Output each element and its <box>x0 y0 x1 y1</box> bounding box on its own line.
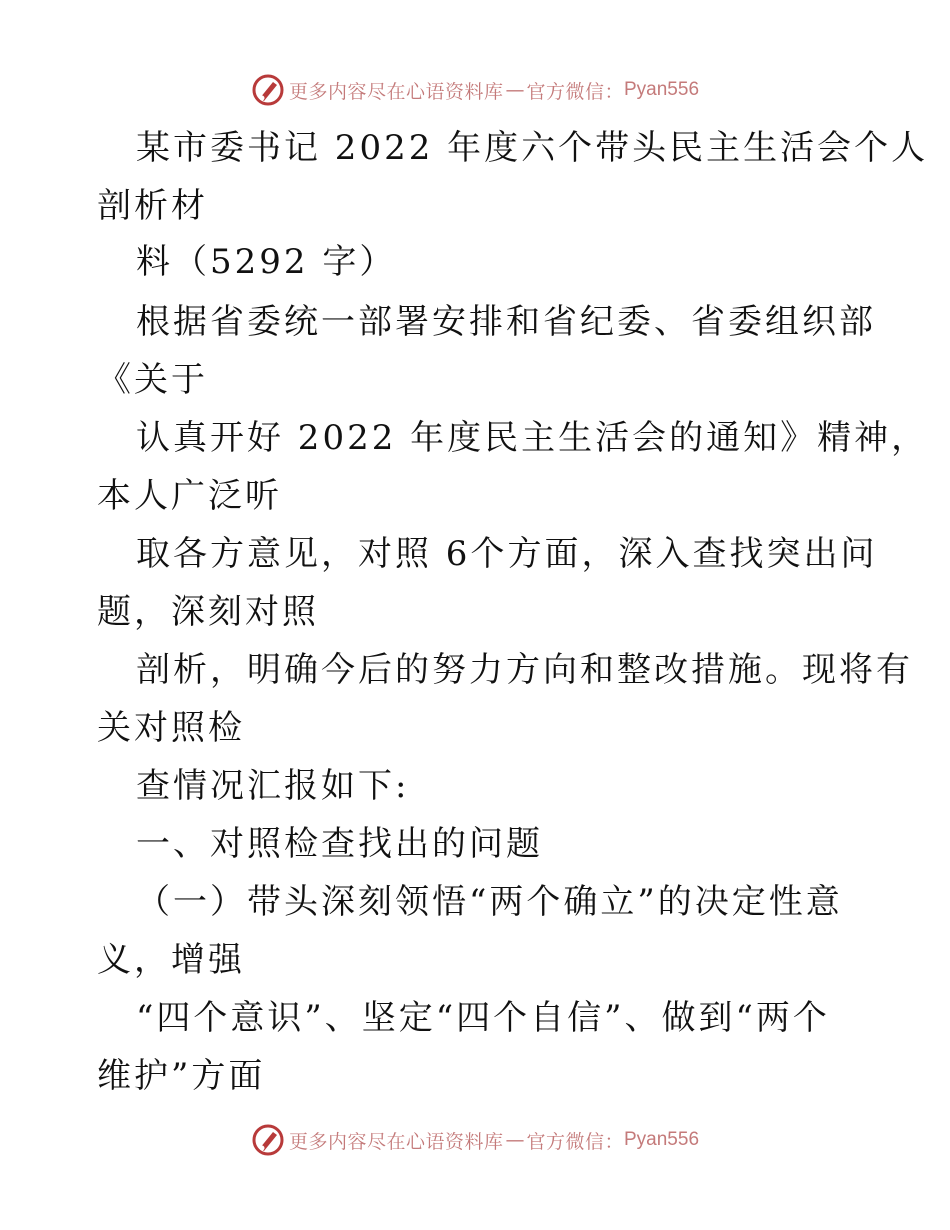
doc-line: 剖析材 <box>97 186 208 226</box>
doc-line: 关对照检 <box>97 708 245 748</box>
header-watermark <box>0 70 950 110</box>
doc-line: 料（5292 字） <box>136 242 397 282</box>
banner-separator: — <box>505 79 525 101</box>
pen-logo-icon <box>251 73 285 107</box>
doc-line: 一、对照检查找出的问题 <box>136 824 543 864</box>
doc-line: 认真开好 2022 年度民主生活会的通知》精神， <box>136 418 929 458</box>
doc-line: 剖析，明确今后的努力方向和整改措施。现将有 <box>136 650 913 690</box>
doc-line: 《关于 <box>97 360 208 400</box>
pen-logo-icon <box>251 1123 285 1157</box>
banner-text: 更多内容尽在心语资料库 <box>288 80 504 103</box>
banner-wechat-label: 官方微信： <box>526 80 624 103</box>
doc-line: 本人广泛听 <box>97 476 282 516</box>
banner-separator: — <box>505 1129 525 1151</box>
doc-line: 取各方意见，对照 6个方面，深入查找突出问 <box>136 534 878 574</box>
doc-line: 根据省委统一部署安排和省纪委、省委组织部 <box>136 302 876 342</box>
doc-line: 查情况汇报如下: <box>136 766 410 806</box>
banner-wechat-id: Pyan556 <box>624 1129 700 1150</box>
doc-line: 维护”方面 <box>97 1056 266 1096</box>
doc-line: 题，深刻对照 <box>97 592 319 632</box>
doc-line: “四个意识”、坚定“四个自信”、做到“两个 <box>136 998 830 1038</box>
banner-wechat-id: Pyan556 <box>624 79 700 100</box>
doc-line: 义，增强 <box>97 940 245 980</box>
footer-watermark <box>0 1120 950 1160</box>
banner-text: 更多内容尽在心语资料库 <box>288 1130 504 1153</box>
doc-line: （一）带头深刻领悟“两个确立”的决定性意 <box>136 882 843 922</box>
doc-line: 某市委书记 2022 年度六个带头民主生活会个人 <box>136 128 929 168</box>
banner-wechat-label: 官方微信： <box>526 1130 624 1153</box>
